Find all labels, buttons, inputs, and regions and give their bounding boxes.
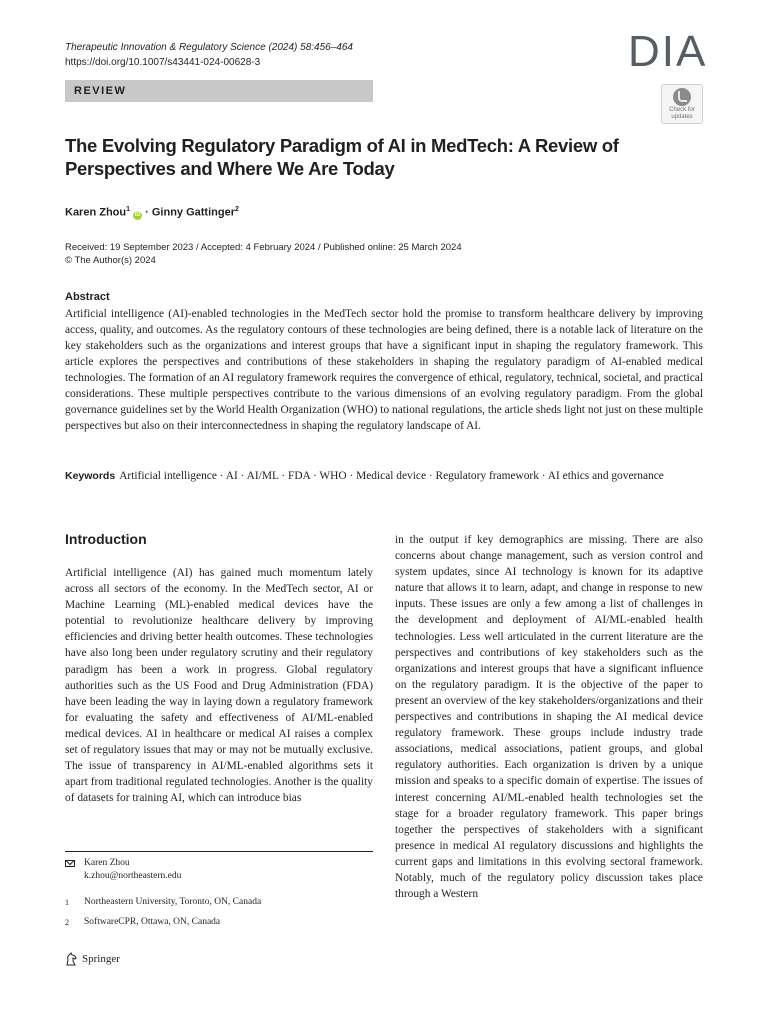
author-name[interactable]: Karen Zhou bbox=[65, 206, 127, 219]
check-updates-badge-icon bbox=[673, 88, 691, 106]
keywords bbox=[65, 468, 703, 484]
orcid-icon[interactable]: iD bbox=[134, 211, 141, 218]
history-dates: Received: 19 September 2023 / Accepted: 4 February 2024 / Published online: 25 March 2024 bbox=[65, 242, 462, 253]
affiliation-1 bbox=[65, 896, 373, 909]
article-title: The Evolving Regulatory Paradigm of AI in MedTech: A Review of Perspectives and Where We Are Today bbox=[65, 135, 619, 179]
author-affiliation-mark: 2 bbox=[235, 206, 239, 213]
footnotes bbox=[65, 857, 373, 929]
corresponding-email[interactable]: k.zhou@northeastern.edu bbox=[84, 871, 182, 881]
affiliation-mark: 1 bbox=[65, 898, 69, 907]
affiliation-2 bbox=[65, 916, 373, 929]
introduction-left-column: Artificial intelligence (AI) has gained much momentum lately across all sectors of the economy. In the MedTech sector, AI or Machine Learning (ML)-enabled medical devices have the potential to revolutionize healthcare delivery by improving efficiencies and driving better health outcomes. These technologies have also long been under regulatory scrutiny and their regulatory paradigm has been a work in progress. Global regulatory authorities such as the US Food and Drug Administration (FDA) have been leading the way in laying down a regulatory framework for evaluating the safety and effectiveness of AI/ML-enabled medical devices. AI in healthcare or medical AI raises a complex set of regulatory issues that may or may not be mutually exclusive. The issue of transparency in AI/ML-enabled algorithms sets it apart from traditional regulated technologies. Another is the quality of datasets for training AI, which can introduce bias bbox=[65, 567, 373, 805]
keywords-label: Keywords bbox=[65, 470, 116, 482]
author-name[interactable]: Ginny Gattinger bbox=[151, 206, 235, 219]
corresponding-author bbox=[65, 857, 373, 883]
check-updates-label: Check for updates bbox=[669, 107, 695, 120]
author-separator: · bbox=[142, 206, 152, 219]
author-affiliation-mark: 1 bbox=[126, 206, 131, 213]
springer-horse-icon bbox=[65, 952, 78, 966]
doi-link[interactable]: https://doi.org/10.1007/s43441-024-00628-3 bbox=[65, 57, 261, 68]
abstract-text: Artificial intelligence (AI)-enabled technologies in the MedTech sector hold the promise to transform healthcare delivery by improving access, quality, and outcomes. As the regulatory contours of these technologies are being defined, there is a notable lack of literature on the key stakeholders such as the organizations and interest groups that have a significant input in shaping the regulatory framework. This article explores the perspectives and contributions of these stakeholders in shaping the regulatory paradigm of AI-enabled medical technologies. The formation of an AI regulatory framework requires the convergence of ethical, regulatory, technical, societal, and practical considerations. These multiple perspectives contribute to the various dimensions of an evolving regulatory paradigm. From the global governance guidelines set by the World Health Organization (WHO) to national regulations, the article sheds light not just on these multiple perspectives but also on their interconnectedness in shaping the regulatory landscape of AI. bbox=[65, 308, 703, 432]
author-list bbox=[65, 202, 239, 221]
dia-logo: DIA bbox=[628, 27, 708, 76]
publication-dates bbox=[65, 241, 462, 267]
envelope-icon bbox=[65, 860, 75, 867]
journal-info bbox=[65, 40, 353, 70]
footnote-divider bbox=[65, 851, 373, 852]
introduction-right-column: in the output if key demographics are missing. There are also concerns about change management, such as version control and system updates, since AI technology is known for its adaptive nature that allows it to learn, adapt, and change in response to new inputs. These issues are only a few among a list of challenges in the development and deployment of AI/ML-enabled health technologies. Less well articulated in the current literature are the perspectives and contributions of key stakeholders such as the organizations and interest groups that have a significant influence on the regulatory paradigm. It is the objective of the paper to present an overview of the key stakeholders/organizations and their perspectives and contributions in shaping the AI medical device regulatory framework. These groups include industry trade associations, medical associations, patient groups, and global regulatory authorities. Each organization is driven by a unique mission and speaks to a specific domain of expertise. The issues of interest concerning AI/ML-enabled health technologies set the stage for a broader regulatory framework. This paper brings together the perspectives of stakeholders with a significant presence in medical AI regulatory discussions and highlights the current gaps and limitations in this evolving sectoral framework. Notably, much of the regulatory policy discussion takes place through a Western bbox=[395, 534, 703, 901]
corresponding-name: Karen Zhou bbox=[84, 858, 130, 868]
copyright: © The Author(s) 2024 bbox=[65, 255, 156, 266]
publisher-mark bbox=[65, 952, 120, 966]
affiliation-text: SoftwareCPR, Ottawa, ON, Canada bbox=[84, 917, 221, 927]
section-label: REVIEW bbox=[65, 80, 373, 102]
check-for-updates-icon[interactable] bbox=[661, 84, 703, 124]
affiliation-text: Northeastern University, Toronto, ON, Canada bbox=[84, 897, 262, 907]
journal-citation: Therapeutic Innovation & Regulatory Science (2024) 58:456–464 bbox=[65, 42, 353, 53]
affiliation-mark: 2 bbox=[65, 918, 69, 927]
publisher-name: Springer bbox=[82, 953, 120, 965]
keywords-list: Artificial intelligence · AI · AI/ML · FDA · WHO · Medical device · Regulatory framework · AI ethics and governance bbox=[119, 470, 664, 482]
abstract-heading: Abstract bbox=[65, 291, 110, 303]
introduction-heading: Introduction bbox=[65, 531, 147, 547]
